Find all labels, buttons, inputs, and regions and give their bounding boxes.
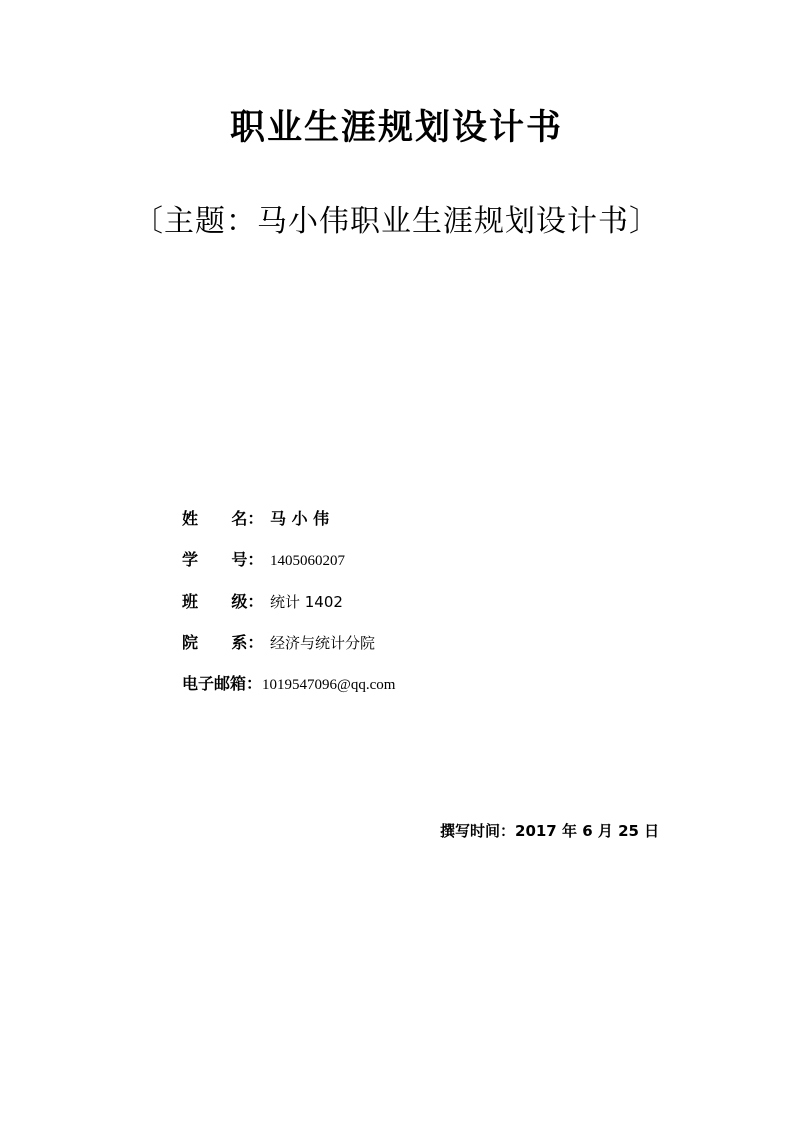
page-title: 职业生涯规划设计书	[229, 108, 563, 148]
info-label-name: 姓 名：	[182, 509, 264, 528]
writing-date: 撰写时间：2017 年 6 月 25 日	[440, 822, 660, 840]
info-label-email: 电子邮箱：	[182, 674, 263, 693]
info-value-student-id: 1405060207	[270, 553, 345, 569]
info-value-department: 经济与统计分院	[270, 634, 376, 652]
info-label-student-id: 学 号：	[182, 550, 264, 569]
info-value-class: 统计 1402	[270, 593, 343, 611]
info-row-email	[182, 673, 612, 696]
author-info-block	[182, 508, 612, 715]
info-label-class: 班 级：	[182, 592, 264, 611]
info-row-department	[182, 632, 612, 654]
info-row-student-id	[182, 549, 612, 572]
page-subtitle: 〔主题：马小伟职业生涯规划设计书〕	[133, 205, 660, 238]
info-value-email: 1019547096@qq.com	[262, 677, 396, 693]
info-value-name: 马 小 伟	[270, 509, 330, 528]
info-label-department: 院 系：	[182, 633, 264, 652]
info-row-name	[182, 508, 612, 530]
info-row-class	[182, 591, 612, 613]
